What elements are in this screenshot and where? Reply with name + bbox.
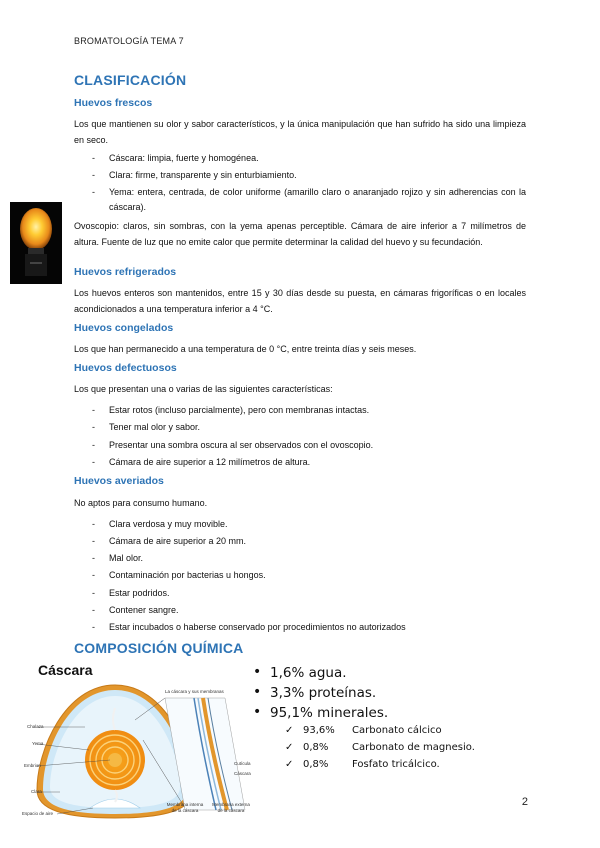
mineral-percent: 93,6%	[303, 725, 335, 736]
section-title-classification: CLASIFICACIÓN	[74, 72, 187, 88]
mineral-item	[285, 742, 515, 756]
egg-diagram	[15, 680, 250, 820]
label-embrion: Embrion	[24, 763, 41, 768]
composition-item: • 1,6% agua.	[253, 664, 347, 681]
list-item-text: Estar incubados o haberse conservado por procedimientos no autorizados	[109, 622, 406, 632]
mineral-item	[285, 725, 515, 739]
heading-huevos-frescos: Huevos frescos	[74, 97, 153, 109]
list-item-text: Clara: firme, transparente y sin enturbiamiento.	[109, 170, 297, 180]
label-membrana-interna: Membrana interna de la cáscara	[166, 802, 204, 813]
heading-huevos-averiados: Huevos averiados	[74, 475, 164, 487]
paragraph-frescos-intro: Los que mantienen su olor y sabor característicos, y la única manipulación que han sufrido ha sido una limpieza en seco.	[74, 119, 526, 145]
list-item-text: Contener sangre.	[109, 605, 179, 615]
list-item-text: Estar rotos (incluso parcialmente), pero con membranas intactas.	[109, 405, 370, 415]
composition-item: • 3,3% proteínas.	[253, 684, 377, 701]
label-yema: Yema	[32, 741, 44, 746]
paragraph-averiados-intro: No aptos para consumo humano.	[74, 498, 208, 508]
composition-item-text: 3,3% proteínas.	[270, 685, 377, 701]
mineral-name: Fosfato tricálcico.	[352, 759, 440, 770]
diagram-title: Cáscara	[38, 662, 93, 678]
list-item-text: Cámara de aire superior a 20 mm.	[109, 536, 247, 546]
composition-item: • 95,1% minerales.	[253, 704, 389, 721]
check-icon: ✓	[285, 759, 294, 770]
list-item-text: Yema: entera, centrada, de color uniforme (amarillo claro o anaranjado rojizo y sin adherencias con la cáscara).	[109, 187, 526, 212]
label-cascara: Cáscara	[234, 771, 251, 776]
label-clara: Clara	[31, 789, 42, 794]
list-item-text: Contaminación por bacterias u hongos.	[109, 570, 266, 580]
heading-huevos-congelados: Huevos congelados	[74, 322, 174, 334]
list-item-text: Presentar una sombra oscura al ser observados con el ovoscopio.	[109, 440, 374, 450]
paragraph-refrigerados: Los huevos enteros son mantenidos, entre 15 y 30 días desde su puesta, en cámaras frigoríficas o en locales acondicionados a una temperatura inferior a 4 °C.	[74, 288, 526, 314]
mineral-name: Carbonato de magnesio.	[352, 742, 475, 753]
composition-item-text: 1,6% agua.	[270, 665, 347, 681]
document-header: BROMATOLOGÍA TEMA 7	[74, 36, 184, 46]
page-number: 2	[521, 796, 528, 808]
heading-huevos-defectuosos: Huevos defectuosos	[74, 362, 177, 374]
list-item-text: Clara verdosa y muy movible.	[109, 519, 228, 529]
label-membrana-externa: Membrana externa de la cáscara	[212, 802, 250, 813]
paragraph-congelados: Los que han permanecido a una temperatura de 0 °C, entre treinta días y seis meses.	[74, 344, 417, 354]
paragraph-ovoscopio: Ovoscopio: claros, sin sombras, con la yema apenas perceptible. Cámara de aire inferior a 7 milímetros de altura. Fuente de luz que no emite calor que permite determinar la calidad del huevo y su fecundación.	[74, 221, 526, 247]
section-title-composition: COMPOSICIÓN QUÍMICA	[74, 640, 244, 656]
paragraph-defectuosos-intro: Los que presentan una o varias de las siguientes características:	[74, 384, 333, 394]
mineral-name: Carbonato cálcico	[352, 725, 442, 736]
composition-item-text: 95,1% minerales.	[270, 705, 389, 721]
list-item-text: Estar podridos.	[109, 588, 170, 598]
label-espacio-aire: Espacio de aire	[22, 811, 54, 816]
ovoscope-image	[10, 202, 62, 284]
label-chalaza: Chalaza	[27, 724, 44, 729]
check-icon: ✓	[285, 742, 294, 753]
list-item-text: Cáscara: limpia, fuerte y homogénea.	[109, 153, 259, 163]
mineral-percent: 0,8%	[303, 742, 329, 753]
list-item-text: Tener mal olor y sabor.	[109, 422, 201, 432]
label-cuticula: Cutícula	[234, 761, 251, 766]
label-cascara-membranas: La cáscara y sus membranas	[165, 689, 224, 694]
list-item-text: Cámara de aire superior a 12 milímetros de altura.	[109, 457, 311, 467]
mineral-item	[285, 759, 515, 773]
heading-huevos-refrigerados: Huevos refrigerados	[74, 266, 177, 278]
mineral-percent: 0,8%	[303, 759, 329, 770]
list-item-text: Mal olor.	[109, 553, 144, 563]
check-icon: ✓	[285, 725, 294, 736]
